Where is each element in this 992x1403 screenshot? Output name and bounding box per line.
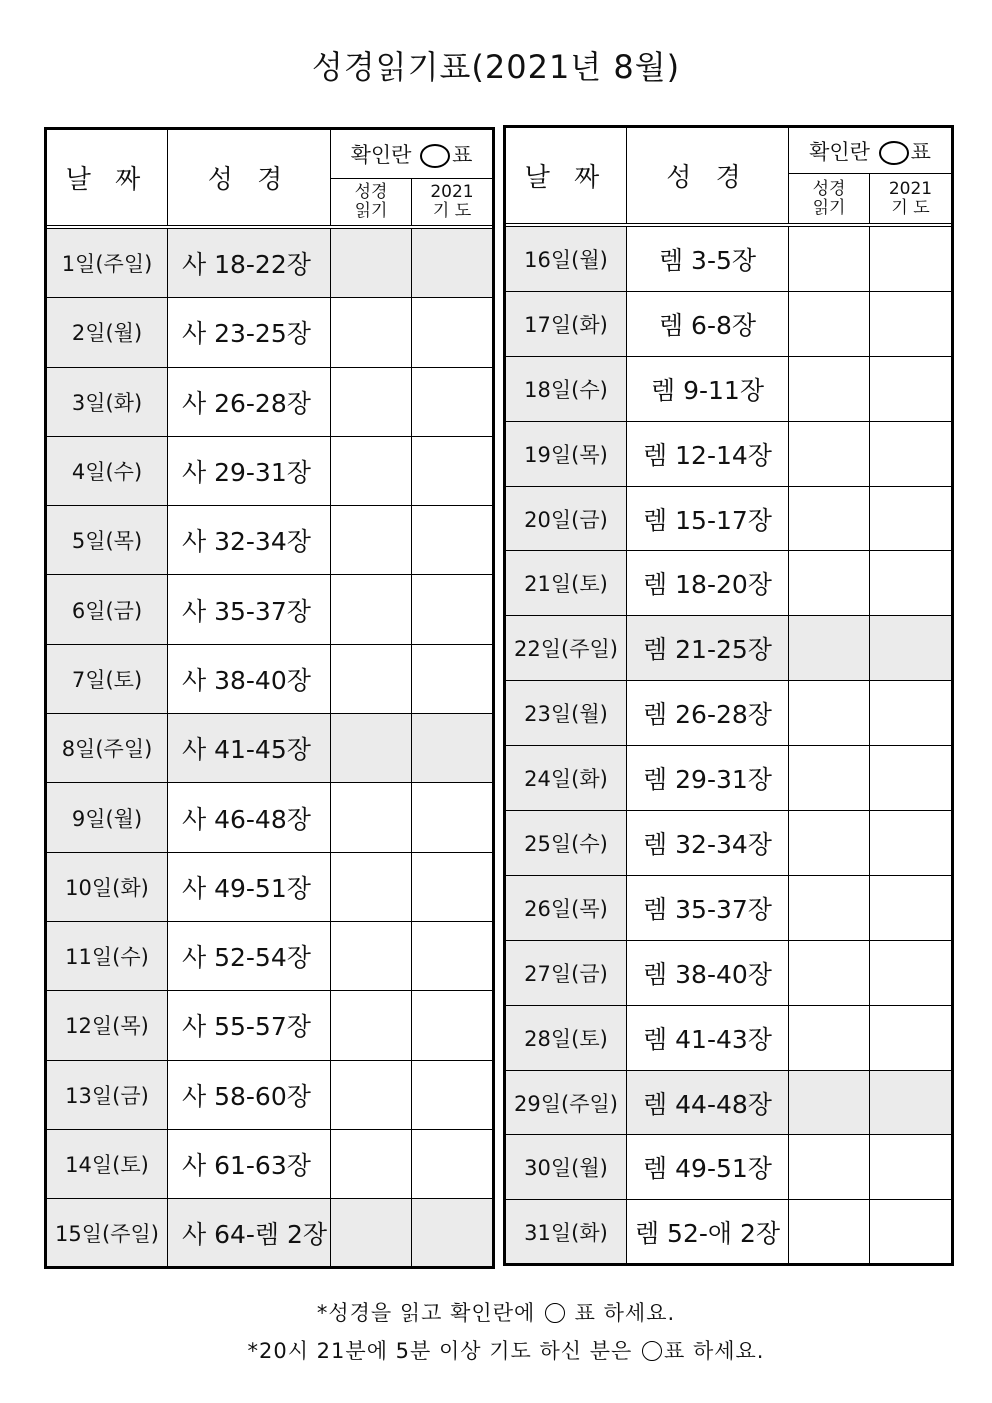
note2-text: *20시 21분에 5분 이상 기도 하신 분은 <box>247 1339 633 1363</box>
table-row <box>505 1135 953 1200</box>
bible-read-check-cell[interactable] <box>331 1060 412 1129</box>
prayer-check-cell[interactable] <box>870 291 953 356</box>
table-row <box>505 681 953 746</box>
table-row <box>46 367 494 436</box>
header-read-line2: 읽기 <box>354 201 388 221</box>
reading-cell: 렘 3-5장 <box>627 227 789 292</box>
header-read-line1: 성경 <box>354 182 388 202</box>
prayer-check-cell[interactable] <box>870 1200 953 1265</box>
prayer-check-cell[interactable] <box>870 811 953 876</box>
header-pray-line2: 기 도 <box>891 197 930 218</box>
reading-cell: 사 49-51장 <box>168 852 331 921</box>
table-row <box>505 746 953 811</box>
reading-cell: 사 29-31장 <box>168 436 331 505</box>
date-cell: 17일(화) <box>505 291 627 356</box>
table-row <box>505 291 953 356</box>
bible-read-check-cell[interactable] <box>331 1129 412 1198</box>
date-cell: 21일(토) <box>505 551 627 616</box>
header-pray-line2: 기 도 <box>432 201 472 221</box>
header-check-suffix: 표 <box>452 143 473 167</box>
prayer-check-cell[interactable] <box>412 506 494 575</box>
note-line-2 <box>0 1335 992 1365</box>
date-cell: 10일(화) <box>46 852 168 921</box>
prayer-check-cell[interactable] <box>870 1135 953 1200</box>
bible-read-check-cell[interactable] <box>331 921 412 990</box>
date-cell: 15일(주일) <box>46 1199 168 1268</box>
prayer-check-cell[interactable] <box>870 746 953 811</box>
date-cell: 5일(목) <box>46 506 168 575</box>
prayer-check-cell[interactable] <box>870 616 953 681</box>
reading-cell: 사 58-60장 <box>168 1060 331 1129</box>
date-cell: 13일(금) <box>46 1060 168 1129</box>
date-cell: 30일(월) <box>505 1135 627 1200</box>
reading-cell: 렘 12-14장 <box>627 421 789 486</box>
circle-icon <box>545 1303 565 1323</box>
reading-cell: 렘 26-28장 <box>627 681 789 746</box>
date-cell: 27일(금) <box>505 940 627 1005</box>
circle-icon <box>879 141 909 165</box>
prayer-check-cell[interactable] <box>870 227 953 292</box>
reading-cell: 렘 21-25장 <box>627 616 789 681</box>
bible-read-check-cell[interactable] <box>331 298 412 367</box>
table-row <box>505 551 953 616</box>
prayer-check-cell[interactable] <box>870 875 953 940</box>
date-cell: 31일(화) <box>505 1200 627 1265</box>
left-rows <box>46 229 494 1268</box>
reading-cell: 렘 15-17장 <box>627 486 789 551</box>
bible-read-check-cell[interactable] <box>331 783 412 852</box>
header-pray-line1: 2021 <box>888 178 933 199</box>
prayer-check-cell[interactable] <box>412 1060 494 1129</box>
prayer-check-cell[interactable] <box>412 298 494 367</box>
reading-cell: 사 26-28장 <box>168 367 331 436</box>
header-bible: 성 경 <box>168 129 331 226</box>
reading-cell: 사 38-40장 <box>168 644 331 713</box>
date-cell: 28일(토) <box>505 1005 627 1070</box>
prayer-check-cell[interactable] <box>412 644 494 713</box>
bible-read-check-cell[interactable] <box>331 991 412 1060</box>
table-row <box>46 1129 494 1198</box>
table-row <box>46 921 494 990</box>
bible-read-check-cell[interactable] <box>331 575 412 644</box>
table-row <box>505 811 953 876</box>
reading-cell: 사 52-54장 <box>168 921 331 990</box>
reading-cell: 렘 29-31장 <box>627 746 789 811</box>
prayer-check-cell[interactable] <box>870 421 953 486</box>
date-cell: 26일(목) <box>505 875 627 940</box>
reading-cell: 사 61-63장 <box>168 1129 331 1198</box>
bible-read-check-cell[interactable] <box>331 852 412 921</box>
date-cell: 6일(금) <box>46 575 168 644</box>
table-row <box>46 1060 494 1129</box>
bible-read-check-cell[interactable] <box>789 356 870 421</box>
reading-cell: 사 55-57장 <box>168 991 331 1060</box>
date-cell: 7일(토) <box>46 644 168 713</box>
bible-read-check-cell[interactable] <box>789 1005 870 1070</box>
prayer-check-cell[interactable] <box>412 783 494 852</box>
bible-read-check-cell[interactable] <box>331 436 412 505</box>
bible-read-check-cell[interactable] <box>789 1200 870 1265</box>
table-row <box>505 875 953 940</box>
bible-read-check-cell[interactable] <box>331 714 412 783</box>
reading-cell: 사 46-48장 <box>168 783 331 852</box>
date-cell: 3일(화) <box>46 367 168 436</box>
bible-read-check-cell[interactable] <box>331 229 412 298</box>
prayer-check-cell[interactable] <box>870 940 953 1005</box>
reading-cell: 렘 44-48장 <box>627 1070 789 1135</box>
header-prayer <box>412 179 494 226</box>
reading-cell: 렘 6-8장 <box>627 291 789 356</box>
bible-read-check-cell[interactable] <box>789 681 870 746</box>
reading-cell: 사 41-45장 <box>168 714 331 783</box>
prayer-check-cell[interactable] <box>412 921 494 990</box>
reading-cell: 사 32-34장 <box>168 506 331 575</box>
header-date: 날 짜 <box>46 129 168 226</box>
prayer-check-cell[interactable] <box>412 575 494 644</box>
date-cell: 29일(주일) <box>505 1070 627 1135</box>
date-cell: 4일(수) <box>46 436 168 505</box>
bible-read-check-cell[interactable] <box>789 421 870 486</box>
prayer-check-cell[interactable] <box>412 1199 494 1268</box>
date-cell: 25일(수) <box>505 811 627 876</box>
table-row <box>46 229 494 298</box>
date-cell: 16일(월) <box>505 227 627 292</box>
prayer-check-cell[interactable] <box>870 1070 953 1135</box>
circle-icon <box>420 144 450 168</box>
header-pray-line1: 2021 <box>430 182 474 202</box>
prayer-check-cell[interactable] <box>870 486 953 551</box>
bible-read-check-cell[interactable] <box>789 616 870 681</box>
date-cell: 23일(월) <box>505 681 627 746</box>
reading-cell: 렘 38-40장 <box>627 940 789 1005</box>
prayer-check-cell[interactable] <box>870 1005 953 1070</box>
prayer-check-cell[interactable] <box>870 681 953 746</box>
reading-cell: 사 18-22장 <box>168 229 331 298</box>
note1-suffix: 표 하세요. <box>574 1301 676 1325</box>
bible-read-check-cell[interactable] <box>789 746 870 811</box>
note2-suffix: 표 하세요. <box>663 1339 765 1363</box>
reading-cell: 렘 41-43장 <box>627 1005 789 1070</box>
table-row <box>46 852 494 921</box>
table-row <box>46 783 494 852</box>
bible-read-check-cell[interactable] <box>331 644 412 713</box>
date-cell: 18일(수) <box>505 356 627 421</box>
table-row <box>46 575 494 644</box>
reading-table-right <box>503 125 954 1266</box>
prayer-check-cell[interactable] <box>412 229 494 298</box>
prayer-check-cell[interactable] <box>412 991 494 1060</box>
bible-read-check-cell[interactable] <box>789 940 870 1005</box>
reading-cell: 사 35-37장 <box>168 575 331 644</box>
header-bible: 성 경 <box>627 127 789 224</box>
table-row <box>505 1070 953 1135</box>
table-row <box>46 506 494 575</box>
table-row <box>505 1005 953 1070</box>
header-bible-reading <box>789 174 870 224</box>
reading-cell: 렘 9-11장 <box>627 356 789 421</box>
header-prayer <box>870 174 953 224</box>
date-cell: 14일(토) <box>46 1129 168 1198</box>
date-cell: 11일(수) <box>46 921 168 990</box>
header-check <box>331 129 494 179</box>
right-rows <box>505 227 953 1265</box>
prayer-check-cell[interactable] <box>412 1129 494 1198</box>
date-cell: 8일(주일) <box>46 714 168 783</box>
header-read-line2: 읽기 <box>812 197 846 218</box>
table-row <box>46 714 494 783</box>
bible-read-check-cell[interactable] <box>331 367 412 436</box>
bible-read-check-cell[interactable] <box>789 227 870 292</box>
note1-text: *성경을 읽고 확인란에 <box>316 1301 536 1325</box>
reading-cell: 사 64-렘 2장 <box>168 1199 331 1268</box>
note-line-1 <box>0 1297 992 1327</box>
prayer-check-cell[interactable] <box>870 551 953 616</box>
reading-cell: 렘 52-애 2장 <box>627 1200 789 1265</box>
bible-read-check-cell[interactable] <box>789 875 870 940</box>
date-cell: 1일(주일) <box>46 229 168 298</box>
table-row <box>46 991 494 1060</box>
bible-read-check-cell[interactable] <box>789 811 870 876</box>
date-cell: 2일(월) <box>46 298 168 367</box>
bible-read-check-cell[interactable] <box>789 551 870 616</box>
date-cell: 24일(화) <box>505 746 627 811</box>
header-date: 날 짜 <box>505 127 627 224</box>
header-check-label: 확인란 <box>809 139 870 164</box>
table-row <box>505 356 953 421</box>
bible-read-check-cell[interactable] <box>789 1135 870 1200</box>
reading-cell: 렘 35-37장 <box>627 875 789 940</box>
table-row <box>46 436 494 505</box>
table-row <box>505 486 953 551</box>
bible-read-check-cell[interactable] <box>789 486 870 551</box>
prayer-check-cell[interactable] <box>412 714 494 783</box>
table-row <box>505 1200 953 1265</box>
table-row <box>505 940 953 1005</box>
table-row <box>505 421 953 486</box>
reading-cell: 렘 18-20장 <box>627 551 789 616</box>
prayer-check-cell[interactable] <box>412 436 494 505</box>
table-row <box>505 227 953 292</box>
table-row <box>46 298 494 367</box>
header-bible-reading <box>331 179 412 226</box>
bible-read-check-cell[interactable] <box>331 1199 412 1268</box>
date-cell: 9일(월) <box>46 783 168 852</box>
bible-read-check-cell[interactable] <box>789 291 870 356</box>
circle-icon <box>642 1341 662 1361</box>
bible-read-check-cell[interactable] <box>789 1070 870 1135</box>
header-check-suffix: 표 <box>910 139 931 164</box>
page-title: 성경읽기표(2021년 8월) <box>311 48 681 86</box>
table-row <box>46 644 494 713</box>
prayer-check-cell[interactable] <box>870 356 953 421</box>
date-cell: 20일(금) <box>505 486 627 551</box>
table-row <box>46 1199 494 1268</box>
table-row <box>505 616 953 681</box>
date-cell: 19일(목) <box>505 421 627 486</box>
prayer-check-cell[interactable] <box>412 367 494 436</box>
date-cell: 22일(주일) <box>505 616 627 681</box>
prayer-check-cell[interactable] <box>412 852 494 921</box>
header-read-line1: 성경 <box>812 178 846 199</box>
date-cell: 12일(목) <box>46 991 168 1060</box>
reading-cell: 렘 49-51장 <box>627 1135 789 1200</box>
reading-table-left <box>44 127 495 1269</box>
header-check <box>789 127 953 174</box>
reading-cell: 렘 32-34장 <box>627 811 789 876</box>
bible-read-check-cell[interactable] <box>331 506 412 575</box>
header-check-label: 확인란 <box>350 143 412 167</box>
reading-cell: 사 23-25장 <box>168 298 331 367</box>
